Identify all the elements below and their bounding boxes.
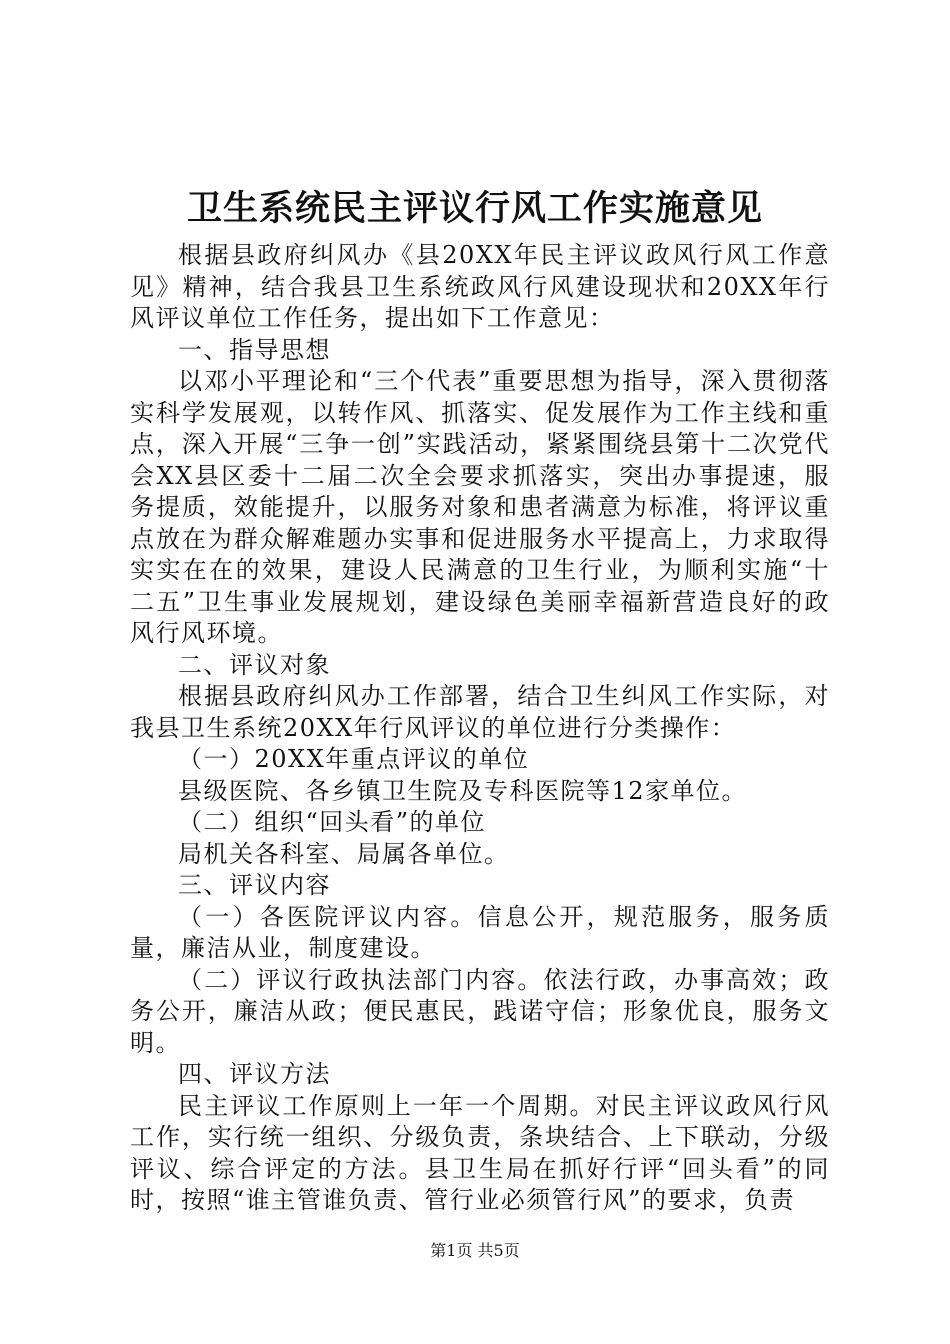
subheading-key-units: （一）20XX年重点评议的单位 [178,745,530,773]
key-units-paragraph: 县级医院、各乡镇卫生院及专科医院等12家单位。 [178,776,748,805]
document-body [130,240,830,1217]
subheading-review-units: （二）组织“回头看”的单位 [178,808,487,836]
section-heading-evaluation-method: 四、评议方法 [178,1060,331,1088]
section-heading-evaluation-content: 三、评议内容 [178,871,331,899]
enforcement-content-paragraph: （二）评议行政执法部门内容。依法行政，办事高效；政务公开，廉洁从政；便民惠民，践诺守信；形象优良，服务文明。 [130,965,830,1057]
evaluation-targets-paragraph: 根据县政府纠风办工作部署，结合卫生纠风工作实际，对我县卫生系统20XX年行风评议的单位进行分类操作： [130,682,830,742]
review-units-paragraph: 局机关各科室、局属各单位。 [178,839,510,868]
guiding-ideology-paragraph: 以邓小平理论和“三个代表”重要思想为指导，深入贯彻落实科学发展观，以转作风、抓落实、促发展作为工作主线和重点，深入开展“三争一创”实践活动，紧紧围绕县第十二次党代会XX县区委十二届二次全会要求抓落实，突出办事提速，服务提质，效能提升，以服务对象和患者满意为标准，将评议重点放在为群众解难题办实事和促进服务水平提高上，力求取得实实在在的效果，建设人民满意的卫生行业，为顺利实施“十二五”卫生事业发展规划，建设绿色美丽幸福新营造良好的政风行风环境。 [130,367,830,647]
document-title: 卫生系统民主评议行风工作实施意见 [186,188,763,229]
evaluation-method-paragraph: 民主评议工作原则上一年一个周期。对民主评议政风行风工作，实行统一组织、分级负责，条块结合、上下联动，分级评议、综合评定的方法。县卫生局在抓好行评“回头看”的同时，按照“谁主管谁负责、管行业必须管行风”的要求，负责 [130,1091,830,1214]
intro-paragraph: 根据县政府纠风办《县20XX年民主评议政风行风工作意见》精神，结合我县卫生系统政风行风建设现状和20XX年行风评议单位工作任务，提出如下工作意见： [130,241,830,332]
page-footer: 第1页 共5页 [430,1241,520,1260]
section-heading-guiding-ideology: 一、指导思想 [178,335,331,364]
section-heading-evaluation-targets: 二、评议对象 [178,650,331,679]
hospital-content-paragraph: （一）各医院评议内容。信息公开，规范服务，服务质量，廉洁从业，制度建设。 [130,902,830,962]
